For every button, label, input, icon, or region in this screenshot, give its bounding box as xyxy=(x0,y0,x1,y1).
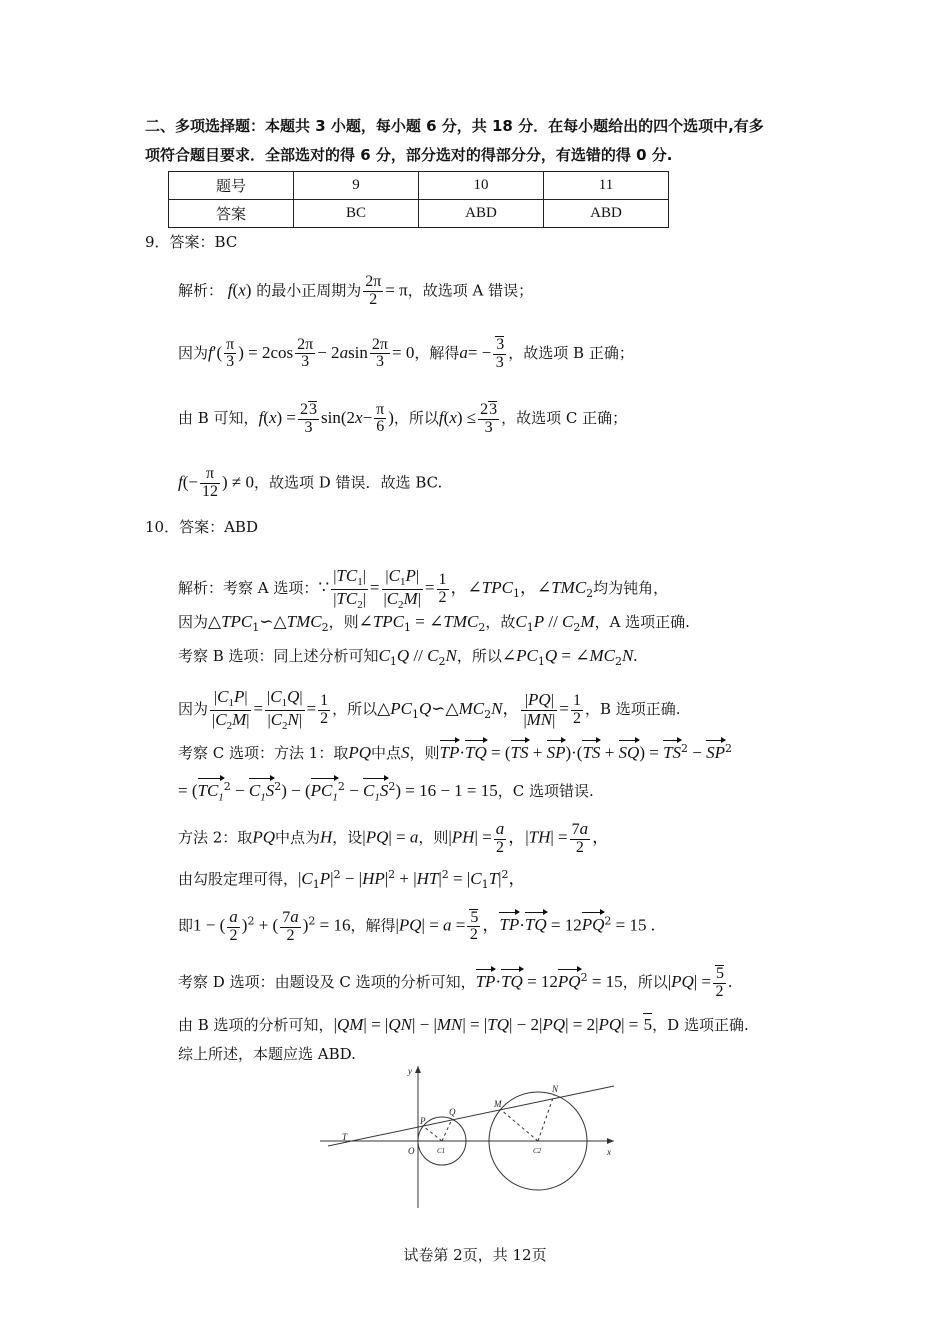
label-n: N xyxy=(552,1084,559,1094)
answer-table xyxy=(168,171,669,228)
table-row xyxy=(169,172,669,200)
text: 因为 xyxy=(178,700,209,719)
label-x: x xyxy=(607,1147,611,1157)
text: 均为钝角， xyxy=(593,579,669,598)
text: ，故选项 D 错误．故选 BC. xyxy=(253,473,443,492)
q10-c-line1: 考察 C 选项：方法 1：取PQ中点S，则$TP\cdot TQ = (TS + SP)\cdot(TS + SQ) = TS^2 - SP^2$ xyxy=(178,742,733,762)
text: 中点 xyxy=(371,744,402,762)
text: ，所以 xyxy=(393,408,439,427)
table-cell: ABD xyxy=(544,200,669,228)
text: 由勾股定理可得， xyxy=(178,870,299,888)
q10-d-line: 考察 D 选项：由题设及 C 选项的分析可知，$TP\cdot TQ = 12PQ^2 = 15$，所以|PQ| = $\frac{5}{2}$ . xyxy=(178,965,733,1000)
text: 因为 xyxy=(178,613,209,631)
label-t: T xyxy=(342,1132,348,1142)
text: ，故选项 A 错误； xyxy=(407,281,534,300)
text: 考察 B 选项：同上述分析可知 xyxy=(178,647,379,665)
table-cell: 11 xyxy=(544,172,669,200)
text: 考察 D 选项：由题设及 C 选项的分析可知， xyxy=(178,972,476,991)
text: ，B 选项正确. xyxy=(584,700,681,719)
text: ，则 xyxy=(328,613,359,631)
table-cell: 10 xyxy=(419,172,544,200)
q9-line3: 由 B 可知，f(x) = $\frac{23}{3}$ sin(2x− $\frac{\pi}{6}$ )，所以f(x) ≤ $\frac{23}{3}$ ，故选项 C 正确； xyxy=(178,400,628,436)
radius-c1q xyxy=(442,1119,452,1141)
text: 因为 xyxy=(178,343,209,362)
text: ，故选项 C 正确； xyxy=(501,408,628,427)
x-axis-arrow xyxy=(607,1138,614,1144)
text: 中点为 xyxy=(274,828,320,847)
q10-heading: 10．答案：ABD xyxy=(145,518,258,536)
text: 由 B 可知， xyxy=(178,408,259,427)
q10-b-line2: 因为 $\frac{|C_1P|}{|C_2M|}$ = $\frac{|C_1Q|}{|C_2N|}$ = $\frac{1}{2}$ ，所以$\triangle PC_1Q∽\triangle MC_2N$， $\frac{|PQ|}{|MN|}$ = $\frac{1}{2}$ ，B 选项正确. xyxy=(178,687,681,732)
text: 解析：考察 A 选项： xyxy=(178,579,319,598)
q9-line2: 因为f′( $\frac{\pi}{3}$ ) = 2cos $\frac{2\pi}{3}$ − 2asin $\frac{2\pi}{3}$ = 0，解得a= − $\frac{3}{3}$ ，故选项 B 正确； xyxy=(178,335,634,371)
text: ，解得 xyxy=(350,916,396,935)
text: 由 B 选项的分析可知， xyxy=(178,1016,334,1034)
table-cell: 9 xyxy=(294,172,419,200)
q10-b-line1: 考察 B 选项：同上述分析可知$C_1Q // C_2N$，所以$\angle PC_1Q$ = $\angle MC_2N$. xyxy=(178,646,638,668)
section-title-line2: 项符合题目要求．全部选对的得 6 分，部分选对的得部分分，有选错的得 0 分. xyxy=(145,146,673,164)
label-y: y xyxy=(408,1066,412,1076)
table-header-cell: 题号 xyxy=(169,172,294,200)
q10-pythag-line: 由勾股定理可得，$|C_1P|^2 - |HP|^2 + |HT|^2 = |C_1T|^2$， xyxy=(178,868,526,891)
q9-heading: 9．答案：BC xyxy=(145,233,238,251)
label-c1: C1 xyxy=(437,1147,446,1155)
radius-c2m xyxy=(500,1109,538,1141)
q10-solve-line: 即1 − ( $\frac{a}{2}$ )$^2$ + ( $\frac{7a}{2}$ )$^2$ = 16，解得|PQ| = a = $\frac{5}{2}$ ，$TP\cdot TQ = 12PQ^2 = 15$ . xyxy=(178,907,655,944)
text: ，所以 xyxy=(456,647,502,665)
section-title-line1: 二、多项选择题：本题共 3 小题，每小题 6 分，共 18 分．在每小题给出的四个选项中,有多 xyxy=(145,117,764,135)
q10-c-line2: = $(TC_1^2 - C_1S^2) - (PC_1^2 - C_1S^2) = 16 - 1 = 15$，C 选项错误. xyxy=(178,776,594,808)
tangent-line xyxy=(328,1086,614,1146)
text: 方法 2：取 xyxy=(178,828,253,847)
text: 解析： xyxy=(178,281,224,300)
q9-line4: f(− $\frac{\pi}{12}$ ) ≠ 0，故选项 D 错误．故选 BC. xyxy=(178,465,443,500)
text: ，D 选项正确. xyxy=(652,1016,749,1034)
table-row xyxy=(169,200,669,228)
q10-conclusion: 综上所述，本题应选 ABD. xyxy=(178,1045,356,1063)
text: ，A 选项正确. xyxy=(594,613,690,631)
text: ，所以 xyxy=(622,972,668,991)
text: ，则 xyxy=(409,744,440,762)
text: 的最小正周期为 xyxy=(256,281,362,300)
q10-a-line2: 因为$\triangle TPC_1∽\triangle TMC_2$，则$\angle TPC_1$ = $\angle TMC_2$，故$C_1P // C_2M$，A 选项正确. xyxy=(178,612,690,634)
text: ，则 xyxy=(418,828,449,847)
geometry-figure xyxy=(318,1062,618,1212)
text: ，设 xyxy=(332,828,363,847)
table-cell: ABD xyxy=(419,200,544,228)
label-c2: C2 xyxy=(533,1147,542,1155)
q10-method2-line: 方法 2：取PQ中点为H，设|PQ| = a，则|PH| = $\frac{a}{2}$ ，|TH| = $\frac{7a}{2}$ ， xyxy=(178,819,610,856)
table-cell: BC xyxy=(294,200,419,228)
text: ，故 xyxy=(485,613,516,631)
table-header-cell: 答案 xyxy=(169,200,294,228)
q9-line1: 解析： f(x) 的最小正周期为 $\frac{2\pi}{2}$ = π，故选项 A 错误； xyxy=(178,273,534,308)
label-o: O xyxy=(408,1146,415,1156)
q10-e-line: 由 B 选项的分析可知，|QM| = |QN| − |MN| = |TQ| − 2|PQ| = 2|PQ| = 5，D 选项正确. xyxy=(178,1015,749,1034)
radius-c1p xyxy=(423,1126,442,1141)
page-footer: 试卷第 2页，共 12页 xyxy=(403,1246,547,1264)
text: 考察 C 选项：方法 1：取 xyxy=(178,744,349,762)
q10-a-line1: 解析：考察 A 选项：∵ $\frac{|TC_1|}{|TC_2|}$ = $\frac{|C_1P|}{|C_2M|}$ = $\frac{1}{2}$ ，$\angle TPC_1$，$\angle TMC_2$均为钝角， xyxy=(178,566,669,611)
text: ，解得 xyxy=(414,343,460,362)
text: ，故选项 B 正确； xyxy=(508,343,634,362)
text: 即 xyxy=(178,916,194,935)
y-axis-arrow xyxy=(415,1066,421,1073)
text: ，C 选项错误. xyxy=(497,782,594,800)
label-m: M xyxy=(494,1099,502,1109)
text: ，所以 xyxy=(332,700,378,719)
label-q: Q xyxy=(449,1107,456,1117)
label-p: P xyxy=(420,1116,426,1126)
